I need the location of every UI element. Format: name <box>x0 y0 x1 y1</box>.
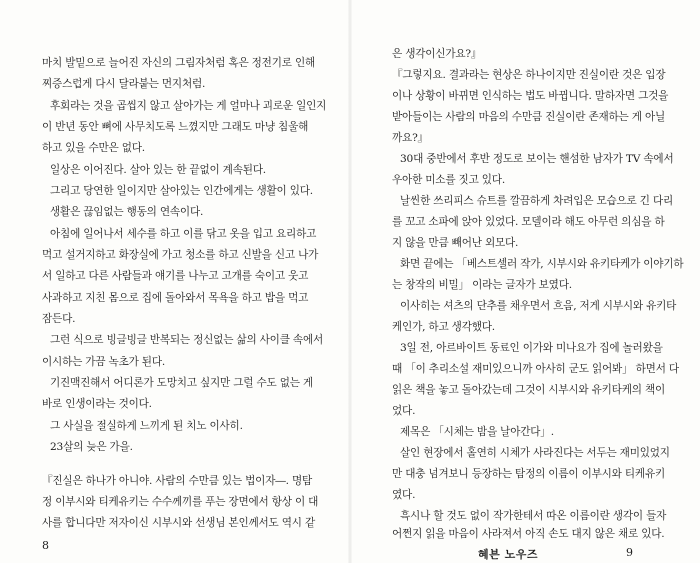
text-line: 서 일하고 다른 사람들과 얘기를 나누고 고개를 숙이고 웃고 <box>42 270 309 282</box>
text-line: 까요?』 <box>392 132 428 144</box>
text-line: 일상은 이어진다. 살아 있는 한 끝없이 계속된다. <box>50 164 266 176</box>
text-line: 어쩐지 읽을 마음이 사라져서 아직 손도 대지 않은 채로 있다. <box>392 528 665 540</box>
text-line: 은 생각이신가요?』 <box>392 48 482 60</box>
text-line: 『그렇지요. 결과라는 현상은 하나이지만 진실이란 것은 입장 <box>392 69 666 81</box>
text-line: 정 이부시와 티케유키는 수수께끼를 푸는 장면에서 항상 이 대 <box>42 496 319 508</box>
text-line: 살인 현장에서 홀연히 시체가 사라진다는 서두는 재미있었지 <box>400 447 670 459</box>
text-line: 였다. <box>392 489 416 501</box>
text-line: 『진실은 하나가 아니야. 사람의 수만큼 있는 법이자―. 명탐 <box>42 475 313 487</box>
text-line: 그런 식으로 빙글빙글 반복되는 정신없는 삶의 사이클 속에서 <box>50 334 324 346</box>
left-page <box>0 0 348 563</box>
running-title: 혜븐 노우즈 <box>478 548 538 561</box>
text-line: 이나 상황이 바뀌면 인식하는 법도 바뀝니다. 말하자면 그것을 <box>392 90 669 102</box>
text-line: 읽은 책을 놓고 돌아갔는데 그것이 시부시와 유키타케의 책이 <box>392 384 666 396</box>
text-line: 때 「이 추리소설 재미있으니까 아사히 군도 읽어봐」 하면서 다 <box>392 363 679 375</box>
text-line: 를 꼬고 소파에 앉아 있었다. 모델이라 해도 아무런 의심을 하 <box>392 216 665 228</box>
text-line: 받아들이는 사람의 마음의 수만큼 진실이란 존재하는 게 아닐 <box>392 111 666 123</box>
text-line: 날씬한 쓰리피스 슈트를 깔끔하게 차려입은 모습으로 긴 다리 <box>400 195 674 207</box>
text-line: 하고 있을 수만은 없다. <box>42 142 145 154</box>
text-line: 기진맥진해서 어디론가 도망치고 싶지만 그럴 수도 없는 게 <box>50 377 313 389</box>
text-line: 지 않을 만큼 빼어난 외모다. <box>392 237 519 249</box>
page-number: 8 <box>42 539 49 552</box>
text-line: 찌증스럽게 다시 달라붙는 먼지처럼. <box>42 78 206 90</box>
text-line: 사를 합니다만 저자이신 시부시와 선생님 본인께서도 역시 같 <box>42 517 316 529</box>
text-line: 이시하는 가끔 녹초가 된다. <box>42 356 166 368</box>
right-page <box>352 0 700 563</box>
text-line: 잠든다. <box>42 313 76 325</box>
text-line: 후회라는 것을 곱씹지 않고 살아가는 게 얼마나 괴로운 일인지 <box>50 100 327 112</box>
text-line: 만 대충 넘겨보니 등장하는 탐정의 이름이 이부시와 티케유키 <box>392 468 666 480</box>
text-line: 마치 발밑으로 늘어진 자신의 그림자처럼 혹은 정전기로 인해 <box>42 57 316 69</box>
text-line: 이사히는 셔츠의 단추를 채우면서 흐음, 저게 시부시와 유키타 <box>400 300 677 312</box>
page-number: 9 <box>626 546 633 559</box>
text-line: 제목은 「시체는 밤을 날아간다」. <box>400 426 554 438</box>
text-line: 먹고 설거지하고 화장실에 가고 청소를 하고 신발을 신고 나가 <box>42 249 319 261</box>
text-line: 그 사실을 절실하게 느끼게 된 치노 이사히. <box>50 420 243 432</box>
text-line: 는 창작의 비밀」 이라는 글자가 보였다. <box>392 279 572 291</box>
text-line: 사과하고 지친 몸으로 집에 돌아와서 목욕을 하고 밥을 먹고 <box>42 292 309 304</box>
text-line: 흑시나 할 것도 없이 작가한테서 따온 이름이란 생각이 들자 <box>400 510 667 522</box>
text-line: 23살의 늦은 가을. <box>50 441 133 453</box>
text-line: 케인가, 하고 생각했다. <box>392 321 495 333</box>
text-line: 우아한 미소를 짓고 있다. <box>392 174 506 186</box>
text-line: 바로 인생이라는 것이다. <box>42 398 152 410</box>
text-line: 화면 끝에는 「베스트셀러 작가, 시부시와 유키타케가 이야기하 <box>400 258 684 270</box>
text-line: 이 반년 동안 뼈에 사무치도록 느꼈지만 그래도 마냥 침울해 <box>42 121 309 133</box>
text-line: 었다. <box>392 405 416 417</box>
text-line: 생활은 끊임없는 행동의 연속이다. <box>50 206 204 218</box>
text-line: 30대 중반에서 후반 정도로 보이는 핸섬한 남자가 TV 속에서 <box>400 153 674 165</box>
text-line: 3일 전, 아르바이트 동료인 이가와 미나요가 집에 놀러왔을 <box>400 342 663 354</box>
text-line: 아침에 일어나서 세수를 하고 이를 닦고 옷을 입고 요리하고 <box>50 228 317 240</box>
text-line: 그리고 당연한 일이지만 살아있는 인간에게는 생활이 있다. <box>50 185 313 197</box>
